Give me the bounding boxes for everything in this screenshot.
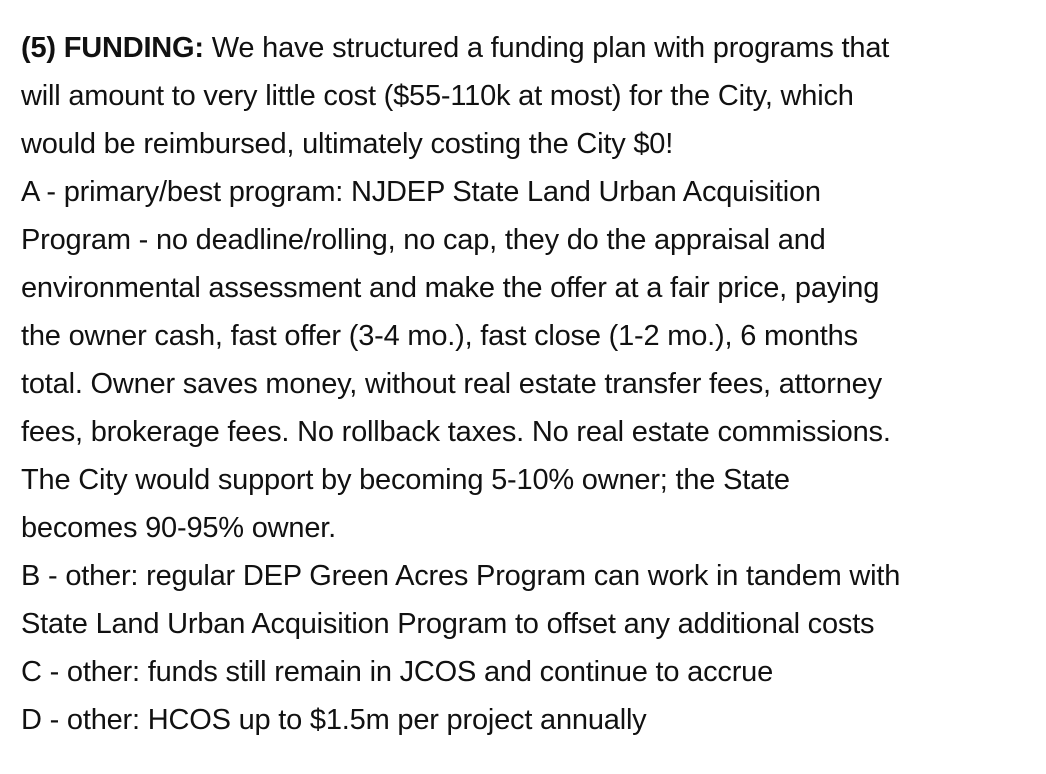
program-b-line-2: State Land Urban Acquisition Program to offset any additional costs xyxy=(21,608,875,640)
program-a-line-2: Program - no deadline/rolling, no cap, they do the appraisal and xyxy=(21,224,826,256)
program-d-line: D - other: HCOS up to $1.5m per project annually xyxy=(21,704,647,736)
program-a-line-4: the owner cash, fast offer (3-4 mo.), fast close (1-2 mo.), 6 months xyxy=(21,320,858,352)
program-a-line-6: fees, brokerage fees. No rollback taxes. No real estate commissions. xyxy=(21,416,891,448)
funding-heading: (5) FUNDING: xyxy=(21,32,204,64)
program-a-line-5: total. Owner saves money, without real estate transfer fees, attorney xyxy=(21,368,882,400)
funding-line-2: will amount to very little cost ($55-110k at most) for the City, which xyxy=(21,80,854,112)
funding-line-3: would be reimbursed, ultimately costing the City $0! xyxy=(21,128,674,160)
funding-section xyxy=(21,24,1031,744)
funding-line-1 xyxy=(21,24,1031,72)
program-a-line-1: A - primary/best program: NJDEP State Land Urban Acquisition xyxy=(21,176,821,208)
program-a-line-3: environmental assessment and make the offer at a fair price, paying xyxy=(21,272,880,304)
funding-intro-text: We have structured a funding plan with programs that xyxy=(203,32,890,64)
program-a-line-8: becomes 90-95% owner. xyxy=(21,512,336,544)
program-a-line-7: The City would support by becoming 5-10% owner; the State xyxy=(21,464,790,496)
program-b-line-1: B - other: regular DEP Green Acres Program can work in tandem with xyxy=(21,560,901,592)
program-c-line: C - other: funds still remain in JCOS and continue to accrue xyxy=(21,656,774,688)
